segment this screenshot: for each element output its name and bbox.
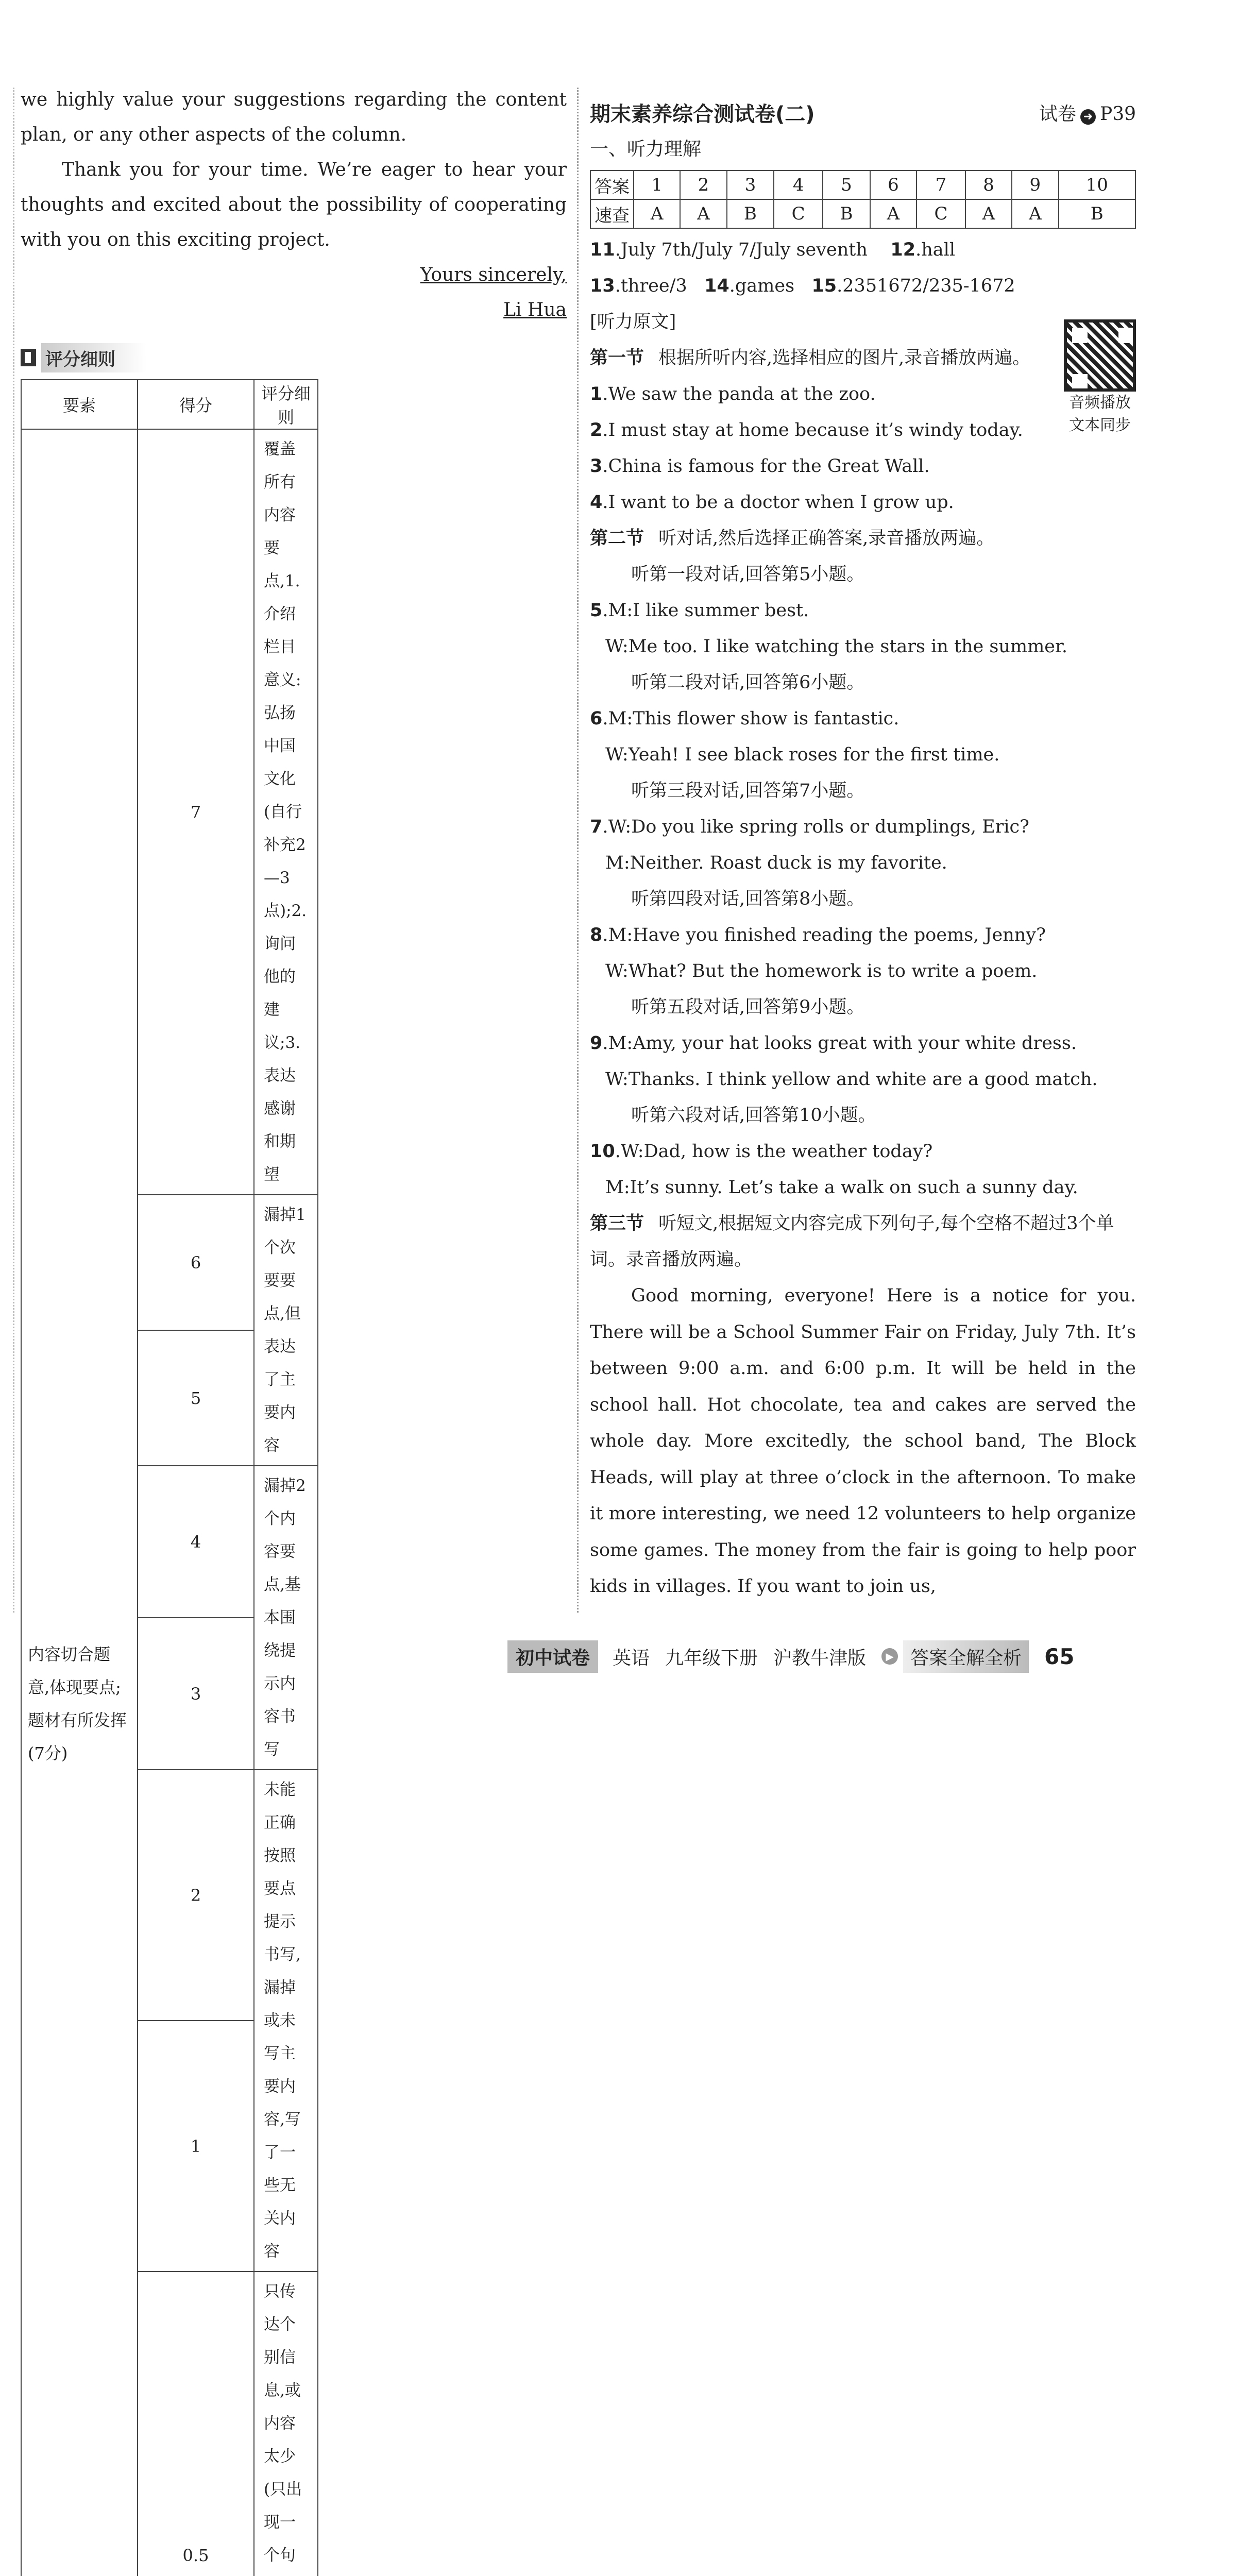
- score-cell: 6: [138, 1195, 254, 1330]
- section-3: 第三节 听短文,根据短文内容完成下列句子,每个空格不超过3个单词。录音播放两遍。: [590, 1213, 1114, 1270]
- answer-number: 3: [727, 171, 774, 199]
- dialog-line: M:Neither. Roast duck is my favorite.: [605, 853, 947, 873]
- rubric-header-row: [21, 380, 566, 429]
- answer-number: 8: [965, 171, 1012, 199]
- paper-title: 期末素养综合测试卷(二): [590, 103, 815, 126]
- rubric-table: [21, 379, 567, 2576]
- detail-cell: 未能正确按照要点提示书写,漏掉或未写主要内容,写了一些无关内容: [254, 1770, 318, 2272]
- answer-table: [590, 170, 1136, 229]
- dialog-line: 9.M:Amy, your hat looks great with your white dress.: [590, 1033, 1077, 1054]
- table-row: [21, 429, 566, 1195]
- answer-numbers-row: [590, 171, 1135, 199]
- answer-number: 4: [774, 171, 823, 199]
- dialog-cue: 听第五段对话,回答第9小题。: [631, 997, 865, 1018]
- letter-closing: Yours sincerely,: [420, 264, 567, 285]
- dialog-line: 5.M:I like summer best.: [590, 600, 809, 621]
- footer-grade: 九年级下册: [665, 1647, 758, 1669]
- answer-row-label: 答案: [590, 171, 634, 199]
- header-score: 得分: [138, 380, 254, 429]
- right-column: [590, 98, 1136, 1605]
- score-cell: 0.5: [138, 2272, 254, 2576]
- part-heading: 一、听力理解: [590, 139, 702, 160]
- answer-value: B: [727, 199, 774, 228]
- footer-edition: 沪教牛津版: [773, 1647, 867, 1669]
- detail-cell: 只传达个别信息,或内容太少(只出现一个句: [254, 2272, 318, 2576]
- dialog-line: W:What? But the homework is to write a poem.: [605, 961, 1038, 981]
- answer-number: 5: [823, 171, 870, 199]
- answer-value: B: [823, 199, 870, 228]
- answer-values-row: [590, 199, 1135, 228]
- play-icon: ▶: [881, 1648, 898, 1665]
- score-cell: 4: [138, 1466, 254, 1618]
- rubric-section-title: 评分细则: [41, 343, 146, 372]
- score-cell: 2: [138, 1770, 254, 2021]
- page-number: 65: [1044, 1643, 1075, 1669]
- qr-code-icon[interactable]: [1064, 319, 1136, 392]
- score-cell: 5: [138, 1330, 254, 1466]
- answer-value: C: [916, 199, 965, 228]
- letter-signature: Li Hua: [503, 299, 567, 320]
- answer-value: A: [634, 199, 680, 228]
- score-cell: 7: [138, 429, 254, 1195]
- answer-number: 7: [916, 171, 965, 199]
- dialog-block: [590, 556, 1136, 665]
- dialog-cue: 听第三段对话,回答第7小题。: [631, 781, 865, 801]
- dialog-block: [590, 989, 1136, 1097]
- transcript-label: [听力原文]: [590, 312, 676, 332]
- column-divider: [577, 88, 579, 1613]
- list-item: 1.We saw the panda at the zoo.: [590, 384, 876, 404]
- left-margin-rule: [13, 88, 14, 1613]
- answer-value: B: [1059, 199, 1136, 228]
- answer-row-label: 速查: [590, 199, 634, 228]
- rubric-element: 内容切合题意,体现要点;题材有所发挥(7分): [21, 429, 138, 2576]
- score-cell: 1: [138, 2021, 254, 2272]
- answer-number: 6: [870, 171, 916, 199]
- dialog-block: [590, 773, 1136, 881]
- dialog-cue: 听第二段对话,回答第6小题。: [631, 672, 865, 693]
- answer-number: 10: [1059, 171, 1136, 199]
- dialog-block: [590, 1097, 1136, 1206]
- footer-subject: 英语: [613, 1647, 650, 1669]
- fill-answers-line: 11.July 7th/July 7/July seventh 12.hall: [590, 240, 956, 260]
- answer-value: A: [1012, 199, 1058, 228]
- bookmark-icon: [21, 349, 36, 366]
- listening-passage: Good morning, everyone! Here is a notice for you. There will be a School Summer Fair on Friday, July 7th. It’s between 9:00 a.m. and 6:00 p.m. It will be held in the school hall. Hot chocolate, tea and cakes are served the whole day. More excitedly, the school band, The Block Heads, will play at three o’clock in the afternoon. To make it more interesting, we need 12 volunteers to help organize some games. The money from the fair is going to help poor kids in villages. If you want to join us,: [590, 1285, 1136, 1597]
- dialog-block: [590, 881, 1136, 989]
- dialog-line: 10.W:Dad, how is the weather today?: [590, 1141, 933, 1162]
- dialog-line: 8.M:Have you finished reading the poems, Jenny?: [590, 925, 1046, 945]
- list-item: 3.China is famous for the Great Wall.: [590, 456, 930, 477]
- footer-answers-label: 答案全解全析: [903, 1640, 1029, 1673]
- dialog-cue: 听第六段对话,回答第10小题。: [631, 1105, 876, 1126]
- page-reference: 试卷 ➜ P39: [1039, 104, 1136, 125]
- fill-answers-line: 13.three/3 14.games 15.2351672/235-1672: [590, 276, 1015, 296]
- answer-number: 2: [680, 171, 726, 199]
- rubric-section-header: [21, 343, 567, 372]
- qr-code-block[interactable]: [1064, 319, 1136, 437]
- left-column: [21, 82, 567, 2576]
- header-element: 要素: [21, 380, 138, 429]
- detail-cell: 漏掉2个内容要点,基本围绕提示内容书写: [254, 1466, 318, 1770]
- list-item: 2.I must stay at home because it’s windy today.: [590, 420, 1023, 440]
- paper-title-row: [590, 98, 1136, 127]
- answer-value: A: [680, 199, 726, 228]
- series-badge: 初中试卷: [507, 1640, 598, 1673]
- qr-caption: 音频播放: [1069, 394, 1131, 412]
- dialog-line: 6.M:This flower show is fantastic.: [590, 708, 899, 729]
- answer-value: A: [965, 199, 1012, 228]
- qr-caption: 文本同步: [1069, 416, 1131, 434]
- letter-paragraph: we highly value your suggestions regarding the content plan, or any other aspects of the column.: [21, 89, 567, 145]
- dialog-block: [590, 665, 1136, 773]
- arrow-right-icon: ➜: [1080, 109, 1096, 125]
- dialog-cue: 听第一段对话,回答第5小题。: [631, 564, 865, 585]
- section-1: 第一节 根据所听内容,选择相应的图片,录音播放两遍。: [590, 348, 1031, 368]
- score-cell: 3: [138, 1618, 254, 1770]
- header-detail: 评分细则: [254, 380, 318, 429]
- dialog-line: W:Yeah! I see black roses for the first time.: [605, 744, 1000, 765]
- dialog-line: M:It’s sunny. Let’s take a walk on such a sunny day.: [605, 1177, 1078, 1198]
- dialog-cue: 听第四段对话,回答第8小题。: [631, 889, 865, 909]
- detail-cell: 漏掉1个次要要点,但表达了主要内容: [254, 1195, 318, 1466]
- dialog-line: 7.W:Do you like spring rolls or dumplings, Eric?: [590, 817, 1029, 837]
- answer-value: A: [870, 199, 916, 228]
- dialog-line: W:Me too. I like watching the stars in the summer.: [605, 636, 1067, 657]
- answer-number: 1: [634, 171, 680, 199]
- answer-number: 9: [1012, 171, 1058, 199]
- answer-value: C: [774, 199, 823, 228]
- section-2: 第二节 听对话,然后选择正确答案,录音播放两遍。: [590, 528, 995, 549]
- letter-body: [21, 82, 567, 258]
- dialog-line: W:Thanks. I think yellow and white are a good match.: [605, 1069, 1098, 1090]
- letter-paragraph: Thank you for your time. We’re eager to hear your thoughts and excited about the possibility of cooperating with you on this exciting project.: [21, 159, 567, 250]
- list-item: 4.I want to be a doctor when I grow up.: [590, 492, 954, 513]
- page-footer: [507, 1638, 1075, 1674]
- detail-cell: 覆盖所有内容要点,1.介绍栏目意义:弘扬中国文化(自行补充2—3点);2.询问他的建议;3.表达感谢和期望: [254, 429, 318, 1195]
